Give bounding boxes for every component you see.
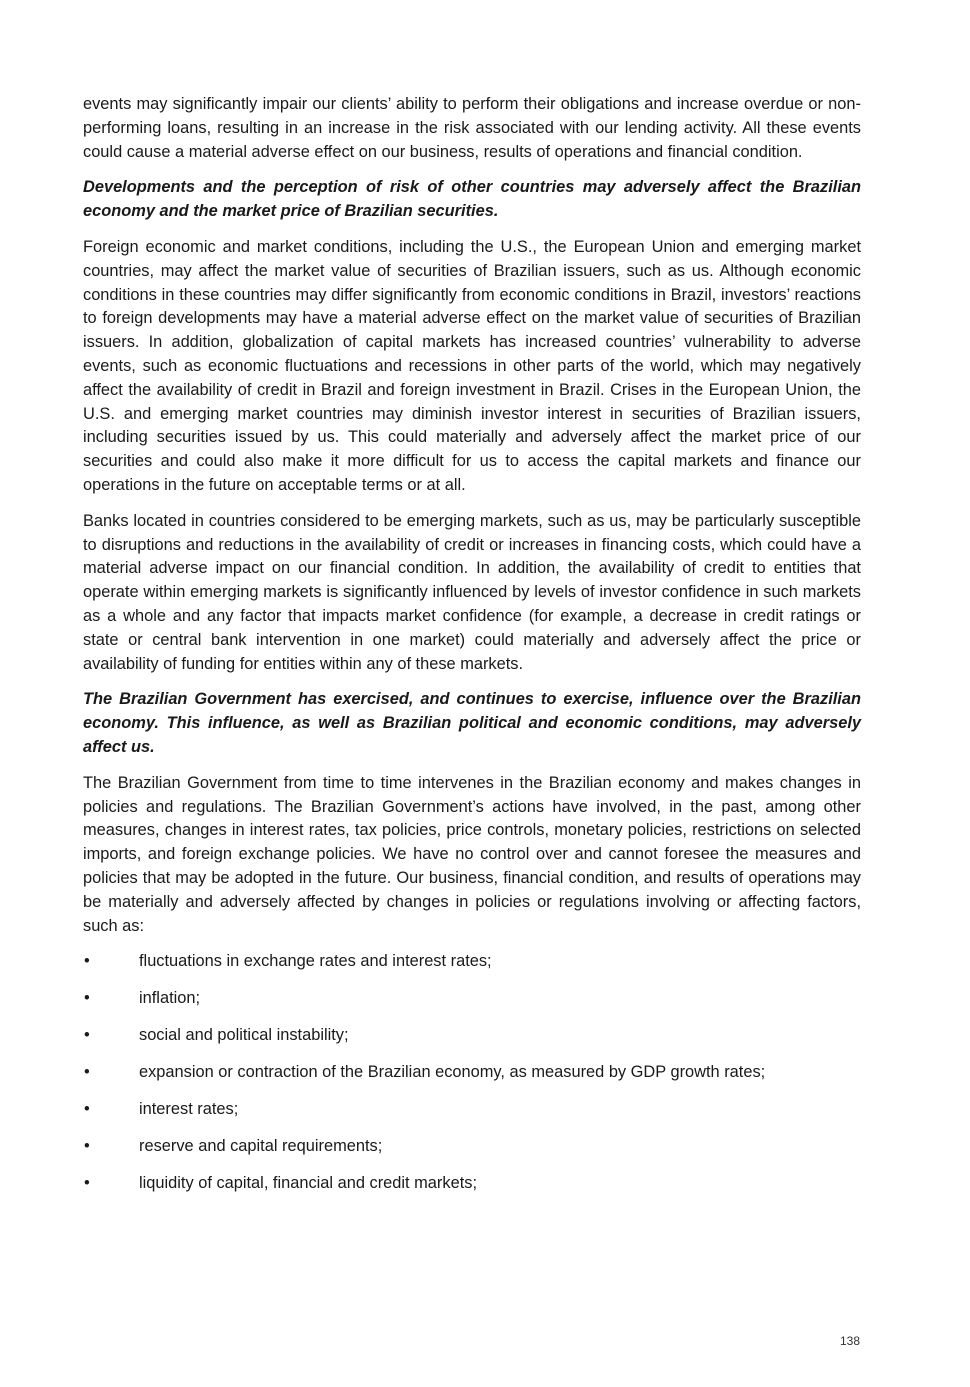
bullet-icon: • xyxy=(84,1026,90,1045)
bullet-list xyxy=(83,950,861,1196)
list-item-text: interest rates; xyxy=(139,1100,239,1119)
list-item xyxy=(83,987,861,1011)
bullet-icon: • xyxy=(84,1137,90,1156)
document-body xyxy=(83,93,861,1209)
section-heading: The Brazilian Government has exercised, and continues to exercise, influence over the Brazilian economy. This influence, as well as Brazilian political and economic conditions, may adversely affect us. xyxy=(83,690,861,756)
list-item-text: fluctuations in exchange rates and interest rates; xyxy=(139,952,492,971)
list-item xyxy=(83,1061,861,1085)
list-item-text: liquidity of capital, financial and credit markets; xyxy=(139,1174,477,1193)
bullet-icon: • xyxy=(84,952,90,971)
list-item-text: inflation; xyxy=(139,989,201,1008)
bullet-icon: • xyxy=(84,989,90,1008)
list-item xyxy=(83,1135,861,1159)
list-item xyxy=(83,1098,861,1122)
body-paragraph: events may significantly impair our clients’ ability to perform their obligations and increase overdue or non-performing loans, resulting in an increase in the risk associated with our lending activity. All these events could cause a material adverse effect on our business, results of operations and financial condition. xyxy=(83,95,861,161)
list-item-text: expansion or contraction of the Brazilian economy, as measured by GDP growth rates; xyxy=(139,1063,766,1082)
list-item-text: reserve and capital requirements; xyxy=(139,1137,383,1156)
page-number: 138 xyxy=(839,1334,860,1348)
list-item xyxy=(83,1172,861,1196)
body-paragraph: Foreign economic and market conditions, including the U.S., the European Union and emerging market countries, may affect the market value of securities of Brazilian issuers, such as us. Although economic conditions in these countries may differ significantly from economic conditions in Brazil, investors’ reactions to foreign developments may have a material adverse effect on the market value of securities of Brazilian issuers. In addition, globalization of capital markets has increased countries’ vulnerability to adverse events, such as economic fluctuations and recessions in other parts of the world, which may negatively affect the availability of credit in Brazil and foreign investment in Brazil. Crises in the European Union, the U.S. and emerging market countries may diminish investor interest in securities of Brazilian issuers, including securities issued by us. This could materially and adversely affect the market price of our securities and could also make it more difficult for us to access the capital markets and finance our operations in the future on acceptable terms or at all. xyxy=(83,237,861,494)
list-item xyxy=(83,950,861,974)
body-paragraph: The Brazilian Government from time to time intervenes in the Brazilian economy and makes changes in policies and regulations. The Brazilian Government’s actions have involved, in the past, among other measures, changes in interest rates, tax policies, price controls, monetary policies, restrictions on selected imports, and foreign exchange policies. We have no control over and cannot foresee the measures and policies that may be adopted in the future. Our business, financial condition, and results of operations may be materially and adversely affected by changes in policies or regulations involving or affecting factors, such as: xyxy=(83,773,861,935)
bullet-icon: • xyxy=(84,1100,90,1119)
list-item xyxy=(83,1024,861,1048)
bullet-icon: • xyxy=(84,1063,90,1082)
body-paragraph: Banks located in countries considered to be emerging markets, such as us, may be particularly susceptible to disruptions and reductions in the availability of credit or increases in financing costs, which could have a material adverse impact on our financial condition. In addition, the availability of credit to entities that operate within emerging markets is significantly influenced by levels of investor confidence in such markets as a whole and any factor that impacts market confidence (for example, a decrease in credit ratings or state or central bank intervention in one market) could materially and adversely affect the price or availability of funding for entities within any of these markets. xyxy=(83,511,861,673)
section-heading: Developments and the perception of risk of other countries may adversely affect the Brazilian economy and the market price of Brazilian securities. xyxy=(83,178,861,221)
list-item-text: social and political instability; xyxy=(139,1026,349,1045)
bullet-icon: • xyxy=(84,1174,90,1193)
